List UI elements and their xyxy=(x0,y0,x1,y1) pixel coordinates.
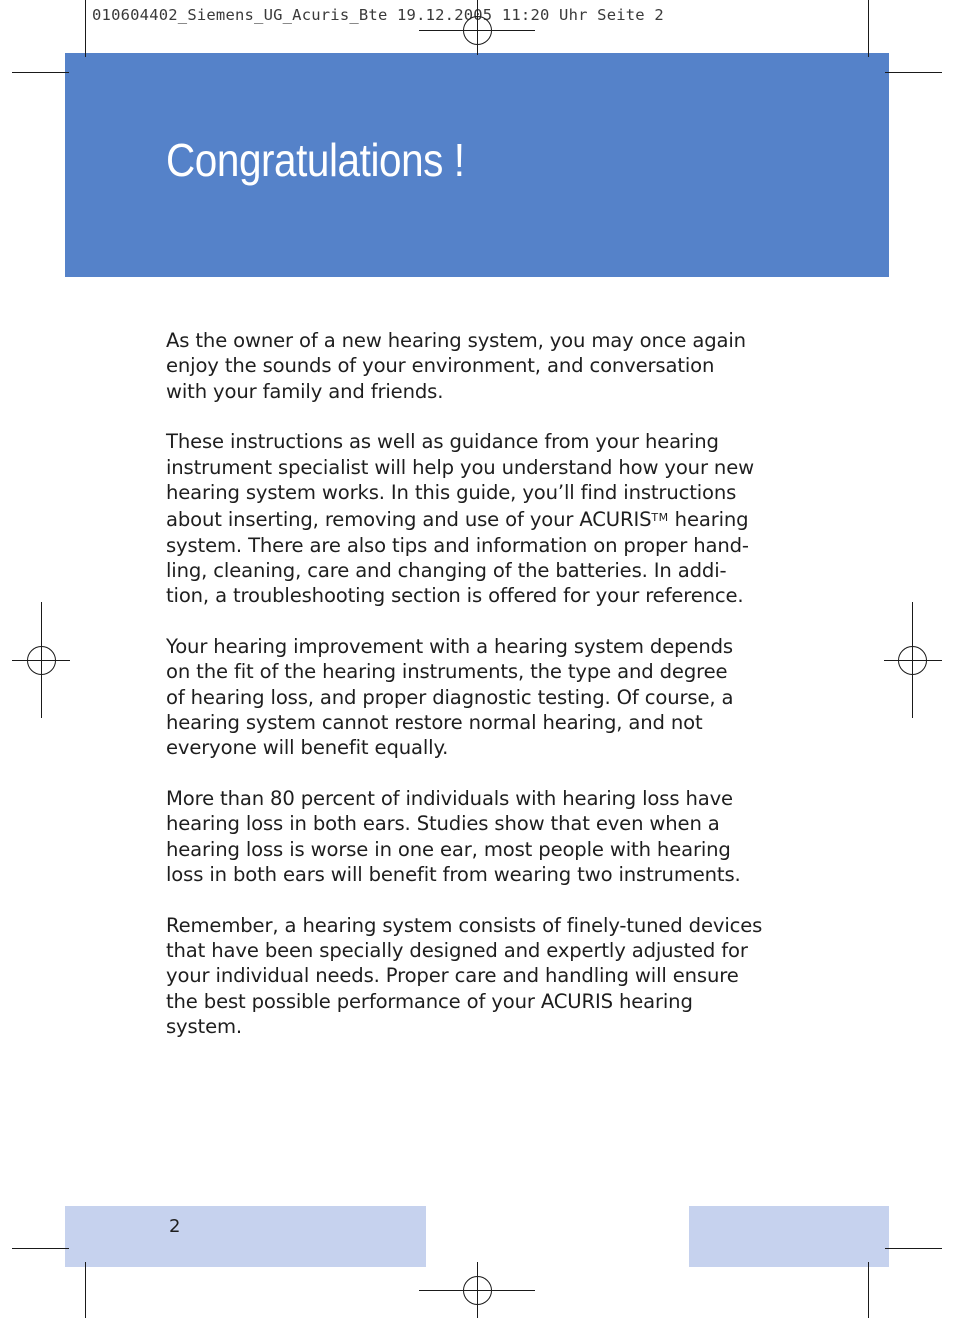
paragraph-intro: As the owner of a new hearing system, you may once again enjoy the sounds of your environment, and conversation with your family and friends. xyxy=(166,329,746,403)
paragraph-remember: Remember, a hearing system consists of finely-tuned devices that have been specially designed and expertly adjusted for your individual needs. Proper care and handling will ensure the best possible performance of your ACURIS hearing system. xyxy=(166,913,763,1038)
registration-mark-bottom xyxy=(419,1262,535,1318)
registration-mark-right xyxy=(884,602,942,718)
paragraph-improvement: Your hearing improvement with a hearing system depends on the fit of the hearing instruments, the type and degree of hearing loss, and proper diagnostic testing. Of course, a hearing system cannot restore normal hearing, and not everyone will benefit equally. xyxy=(166,634,734,760)
print-slug: 010604402_Siemens_UG_Acuris_Bte 19.12.2005 11:20 Uhr Seite 2 xyxy=(92,6,664,24)
page-title: Congratulations ! xyxy=(166,134,465,186)
trademark-mark: TM xyxy=(651,511,669,525)
page-number: 2 xyxy=(169,1216,181,1237)
paragraph-statistics: More than 80 percent of individuals with hearing loss have hearing loss in both ears. Studies show that even when a hearing loss is worse in one ear, most people with hearing loss in both ears will benefit from wearing two instruments. xyxy=(166,786,741,886)
registration-mark-left xyxy=(12,602,70,718)
registration-mark-top xyxy=(419,0,535,55)
instructions-text-end: hearing system. There are also tips and information on proper hand- ling, cleaning, care and changing of the batteries. In addi- tion, a troubleshooting section is offered for your reference. xyxy=(166,508,749,608)
instructions-text-start: These instructions as well as guidance from your hearing instrument specialist will help you understand how your new hearing system works. In this guide, you’ll find instructions about inserting, removing and use of your ACURIS xyxy=(166,430,754,532)
